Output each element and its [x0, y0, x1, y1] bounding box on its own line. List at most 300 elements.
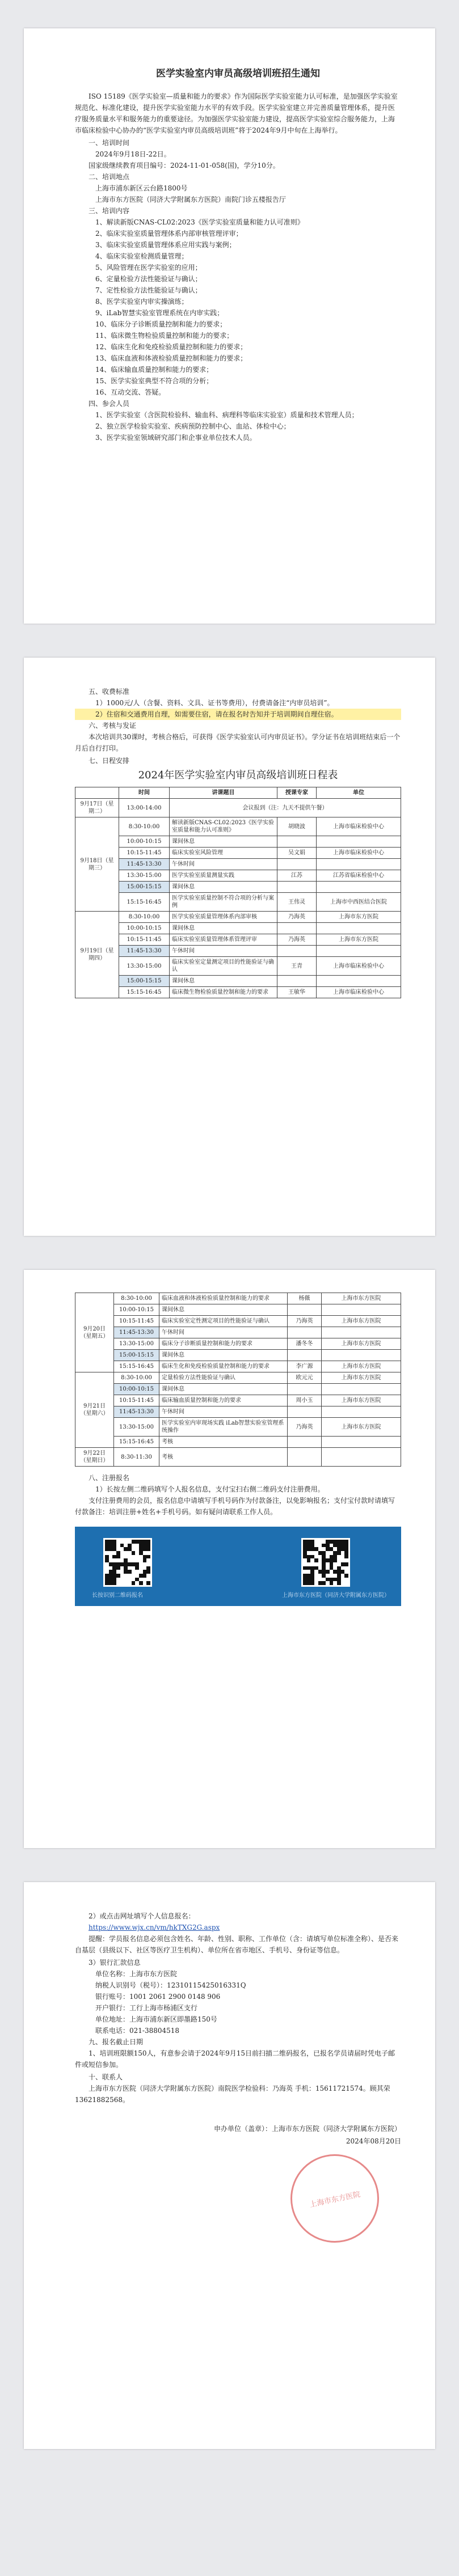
time-cell: 8:30-10:00	[114, 1372, 159, 1384]
qr-module	[337, 1544, 341, 1548]
table-row	[75, 1338, 401, 1350]
qr-module	[303, 1574, 307, 1578]
unit-cell	[322, 1448, 401, 1467]
topic-cell: 会议报到（注：九天不提供午餐）	[170, 799, 401, 817]
qr-module	[132, 1562, 136, 1566]
table-row	[75, 923, 401, 934]
qr-module	[303, 1551, 307, 1555]
time-cell: 15:00-15:15	[114, 1350, 159, 1361]
qr-module	[330, 1555, 334, 1559]
expert-cell	[288, 1304, 322, 1316]
payment-qr-code[interactable]	[301, 1538, 350, 1587]
bank-line: 开户银行：工行上海市杨浦区支行	[95, 2004, 198, 2012]
day-date-cell: 9月19日（星期四）	[75, 912, 119, 998]
qr-module	[116, 1555, 120, 1559]
topic-cell: 午休时间	[159, 1327, 288, 1338]
qr-module	[139, 1547, 143, 1551]
unit-cell	[317, 946, 401, 957]
content-item: 9、iLab智慧实验室管理系统在内审实践；	[95, 309, 224, 317]
qr-module	[310, 1570, 314, 1574]
qr-module	[135, 1540, 139, 1544]
registration-reminder: 提醒：学员报名信息必须包含姓名、年龄、性别、职称、工作单位（含：请填写单位标准全称）、是否来自基层（县级以下、社区等医疗卫生机构）、单位所在省市地区、手机号、身份证等信息。	[75, 1935, 399, 1954]
expert-cell: 吴文娟	[277, 848, 317, 859]
section-3-heading: 三、培训内容	[89, 207, 130, 215]
qr-module	[333, 1578, 337, 1582]
topic-cell: 考核	[159, 1448, 288, 1467]
qr-module	[124, 1570, 128, 1574]
qr-module	[112, 1581, 116, 1585]
header-topic: 讲课题目	[170, 787, 277, 799]
qr-module	[303, 1578, 307, 1582]
table-row	[75, 1437, 401, 1448]
table-row	[75, 1406, 401, 1418]
qr-module	[146, 1555, 150, 1559]
qr-module	[322, 1566, 326, 1570]
document-page-4	[24, 1882, 435, 2449]
unit-cell	[322, 1384, 401, 1395]
qr-module	[143, 1555, 147, 1559]
qr-module	[314, 1547, 318, 1551]
qr-module	[314, 1566, 318, 1570]
qr-module	[337, 1551, 341, 1555]
bank-heading: 3）银行汇款信息	[89, 1959, 141, 1967]
time-cell: 11:45-13:30	[119, 859, 170, 870]
content-item: 4、临床实验室检测质量管理；	[95, 252, 188, 260]
expert-cell: 乃海英	[277, 912, 317, 923]
time-cell: 15:15-16:45	[119, 893, 170, 912]
expert-cell: 乃海英	[288, 1316, 322, 1327]
qr-module	[322, 1544, 326, 1548]
time-cell: 13:30-15:00	[114, 1338, 159, 1350]
topic-cell: 临床微生物检验质量控制和能力的要求	[170, 987, 277, 998]
table-row	[75, 817, 401, 836]
qr-module	[112, 1574, 116, 1578]
qr-module	[116, 1574, 120, 1578]
topic-cell: 临床输血质量控制和能力的要求	[159, 1395, 288, 1406]
qr-module	[109, 1547, 113, 1551]
content-item: 16、互动交流、答疑。	[95, 388, 166, 396]
contact-heading: 十、联系人	[89, 2073, 123, 2081]
expert-cell: 王青	[277, 957, 317, 976]
qr-module	[322, 1551, 326, 1555]
qr-module	[303, 1540, 307, 1544]
unit-cell: 上海市中西医结合医院	[317, 893, 401, 912]
qr-module	[307, 1581, 311, 1585]
qr-module	[105, 1558, 109, 1562]
expert-cell	[277, 859, 317, 870]
table-row	[75, 912, 401, 923]
time-cell: 15:00-15:15	[119, 976, 170, 987]
topic-cell: 午休时间	[170, 946, 277, 957]
content-item: 11、临床微生物检验质量控制和能力的要求；	[95, 332, 234, 340]
qr-module	[135, 1562, 139, 1566]
unit-cell: 上海市东方医院	[322, 1418, 401, 1437]
credit-info: 国家级继续教育项目编号：2024-11-01-058(国)，学分10分。	[89, 162, 280, 170]
time-cell: 11:45-13:30	[119, 946, 170, 957]
document-page-1	[24, 28, 435, 624]
qr-module	[326, 1578, 330, 1582]
expert-cell: 乃海英	[277, 934, 317, 946]
unit-cell: 上海市东方医院	[322, 1361, 401, 1372]
table-row	[75, 799, 401, 817]
table-row	[75, 957, 401, 976]
qr-module	[318, 1570, 322, 1574]
header-date	[75, 787, 119, 799]
qr-module	[139, 1551, 143, 1555]
signature-block	[75, 2122, 401, 2147]
table-row	[75, 836, 401, 848]
qr-module	[143, 1570, 147, 1574]
day-date-cell: 9月22日（星期日）	[75, 1448, 114, 1467]
topic-cell: 课间休息	[170, 836, 277, 848]
qr-module	[330, 1581, 334, 1585]
day-date-cell: 9月17日（星期二）	[75, 799, 119, 817]
expert-cell	[288, 1350, 322, 1361]
expert-cell	[277, 923, 317, 934]
qr-module	[146, 1570, 150, 1574]
qr-module	[143, 1574, 147, 1578]
training-venue: 上海市东方医院（同济大学附属东方医院）南院门诊五楼报告厅	[95, 196, 287, 204]
qr-module	[333, 1558, 337, 1562]
qr-module	[330, 1547, 334, 1551]
qr-module	[314, 1558, 318, 1562]
time-cell: 8:30-10:00	[114, 1293, 159, 1304]
qr-module	[112, 1570, 116, 1574]
qr-module	[333, 1551, 337, 1555]
qr-module	[139, 1581, 143, 1585]
qr-module	[307, 1566, 311, 1570]
qr-module	[105, 1547, 109, 1551]
qr-right-caption: 上海市东方医院（同济大学附属东方医院）	[282, 1592, 390, 1599]
qr-module	[326, 1540, 330, 1544]
qr-module	[333, 1555, 337, 1559]
fee-item: 2）住宿和交通费用自理，如需要住宿，请在报名时告知并于培训期间自理住宿。	[75, 709, 401, 720]
qr-module	[132, 1581, 136, 1585]
qr-module	[132, 1551, 136, 1555]
table-row	[75, 934, 401, 946]
header-expert: 授课专家	[277, 787, 317, 799]
qr-module	[124, 1558, 128, 1562]
table-row	[75, 1327, 401, 1338]
topic-cell: 临床实验室质量管理体系管理评审	[170, 934, 277, 946]
expert-cell: 胡晓波	[277, 817, 317, 836]
time-cell: 13:30-15:00	[114, 1418, 159, 1437]
unit-cell: 上海市临床检验中心	[317, 848, 401, 859]
qr-module	[112, 1547, 116, 1551]
qr-module	[132, 1540, 136, 1544]
qr-module	[330, 1558, 334, 1562]
qr-module	[326, 1547, 330, 1551]
day-date-cell: 9月21日（星期六）	[75, 1372, 114, 1448]
qr-module	[146, 1566, 150, 1570]
time-cell: 10:00-10:15	[119, 836, 170, 848]
topic-cell: 午休时间	[170, 859, 277, 870]
expert-cell: 王敏华	[277, 987, 317, 998]
topic-cell: 医学实验室质量控制不符合项的分析与案例	[170, 893, 277, 912]
table-row	[75, 848, 401, 859]
qr-module	[337, 1566, 341, 1570]
qr-module	[303, 1566, 307, 1570]
topic-cell: 临床分子诊断质量控制和能力的要求	[159, 1338, 288, 1350]
qr-module	[330, 1566, 334, 1570]
unit-cell: 上海市临床检验中心	[317, 957, 401, 976]
bank-line: 纳税人识别号（税号）：12310115425016331Q	[95, 1981, 246, 1989]
qr-module	[105, 1578, 109, 1582]
qr-module	[116, 1566, 120, 1570]
qr-module	[310, 1574, 314, 1578]
section-8-heading: 八、注册报名	[89, 1474, 130, 1482]
qr-module	[310, 1540, 314, 1544]
qr-module	[146, 1544, 150, 1548]
schedule-title: 2024年医学实验室内审员高级培训班日程表	[138, 769, 338, 781]
registration-item: 1）长按左侧二维码填写个人报名信息，支付宝扫右侧二维码支付注册费用。	[95, 1485, 325, 1493]
unit-cell	[322, 1327, 401, 1338]
expert-cell: 周小玉	[288, 1395, 322, 1406]
qr-module	[124, 1562, 128, 1566]
header-unit: 单位	[317, 787, 401, 799]
unit-cell: 上海市临床检验中心	[317, 817, 401, 836]
section-6-heading: 六、考核与发证	[89, 722, 137, 730]
expert-cell	[288, 1384, 322, 1395]
training-time: 2024年9月18日-22日。	[95, 150, 171, 158]
qr-module	[344, 1574, 348, 1578]
time-cell: 10:00-10:15	[114, 1384, 159, 1395]
unit-cell	[317, 836, 401, 848]
table-row	[75, 1372, 401, 1384]
registration-qr-code[interactable]	[103, 1538, 152, 1587]
qr-module	[307, 1578, 311, 1582]
qr-module	[307, 1544, 311, 1548]
qr-module	[310, 1547, 314, 1551]
qr-module	[146, 1547, 150, 1551]
expert-cell	[288, 1327, 322, 1338]
expert-cell	[277, 976, 317, 987]
deadline-heading: 九、报名截止日期	[89, 2038, 144, 2046]
expert-cell	[288, 1437, 322, 1448]
qr-module	[105, 1581, 109, 1585]
topic-cell: 临床实验室定量测定项目的性能验证与确认	[170, 957, 277, 976]
page-4-content	[75, 1910, 401, 2147]
qr-module	[310, 1581, 314, 1585]
expert-cell: 江苏	[277, 870, 317, 882]
unit-cell: 上海市东方医院	[322, 1338, 401, 1350]
page-3-content	[75, 1293, 401, 1615]
qr-module	[326, 1544, 330, 1548]
time-cell: 10:00-10:15	[119, 923, 170, 934]
table-row	[75, 946, 401, 957]
time-cell: 10:15-11:45	[114, 1395, 159, 1406]
qr-module	[143, 1540, 147, 1544]
qr-module	[112, 1578, 116, 1582]
qr-module	[303, 1581, 307, 1585]
topic-cell: 课间休息	[159, 1304, 288, 1316]
topic-cell: 考核	[159, 1437, 288, 1448]
topic-cell: 课间休息	[170, 923, 277, 934]
bank-line: 银行账号：1001 2061 2900 0148 906	[95, 1993, 221, 2001]
expert-cell: 乃海英	[288, 1418, 322, 1437]
deadline-text: 1、培训班限额150人，有意参会请于2024年9月15日前扫描二维码报名，已报名学员请届时凭电子邮件或短信参加。	[75, 2049, 395, 2069]
content-item: 12、临床生化和免疫检验质量控制和能力的要求；	[95, 343, 247, 351]
schedule-table-part-1	[75, 787, 401, 998]
online-registration-label: 2）或点击网址填写个人信息报名：	[89, 1912, 195, 1920]
unit-cell: 上海市东方医院	[317, 934, 401, 946]
qr-module	[303, 1555, 307, 1559]
qr-module	[310, 1566, 314, 1570]
qr-module	[128, 1547, 132, 1551]
unit-cell	[322, 1406, 401, 1418]
table-row	[75, 1304, 401, 1316]
content-item: 13、临床血液和体液检验质量控制和能力的要求；	[95, 354, 247, 362]
table-row	[75, 1384, 401, 1395]
expert-cell: 李广源	[288, 1361, 322, 1372]
table-row	[75, 987, 401, 998]
topic-cell: 医学实验室质量管理体系内部审核	[170, 912, 277, 923]
unit-cell: 上海市临床检验中心	[317, 987, 401, 998]
content-item: 15、医学实验室典型不符合项的分析；	[95, 377, 213, 385]
qr-module	[109, 1574, 113, 1578]
qr-module	[109, 1581, 113, 1585]
qr-module	[337, 1578, 341, 1582]
qr-module	[139, 1540, 143, 1544]
qr-module	[128, 1544, 132, 1548]
time-cell: 10:15-11:45	[114, 1316, 159, 1327]
qr-module	[307, 1547, 311, 1551]
time-cell: 15:15-16:45	[114, 1361, 159, 1372]
qr-module	[112, 1544, 116, 1548]
qr-module	[135, 1578, 139, 1582]
content-item: 3、临床实验室质量管理体系应用实践与案例；	[95, 241, 236, 249]
day-date-cell: 9月20日（星期五）	[75, 1293, 114, 1372]
qr-module	[322, 1555, 326, 1559]
registration-note: 支付注册费用的会员，报名信息中请填写手机号码作为付款备注，以免影响报名；支付宝付款时请填写付款备注：培训注册+姓名+手机号码。如有疑问请联系工作人员。	[75, 1497, 395, 1516]
unit-cell	[322, 1437, 401, 1448]
content-item: 5、风险管理在医学实验室的应用；	[95, 264, 202, 272]
time-cell: 11:45-13:30	[114, 1406, 159, 1418]
training-address: 上海市浦东新区云台路1800号	[95, 184, 188, 192]
qr-module	[344, 1547, 348, 1551]
qr-module	[310, 1544, 314, 1548]
qr-module	[112, 1566, 116, 1570]
qr-module	[337, 1570, 341, 1574]
table-row	[75, 893, 401, 912]
qr-left-caption: 长按识别二维码报名	[92, 1592, 143, 1599]
qr-module	[344, 1562, 348, 1566]
qr-module	[307, 1558, 311, 1562]
qr-module	[112, 1562, 116, 1566]
time-cell: 15:15-16:45	[114, 1437, 159, 1448]
qr-module	[341, 1540, 345, 1544]
qr-module	[112, 1540, 116, 1544]
intro-paragraph: ISO 15189《医学实验室—质量和能力的要求》作为国际医学实验室能力认可标准，是加强医学实验室规范化、标准化建设，提升医学实验室能力水平的有效手段。医学实验室建立并完善质量管理体系，提升医疗服务质量水平和服务能力的重要途径。为加强医学实验室能力建设，提高医学实验室综合服务能力，上海市临床检验中心协办的“医学实验室内审员高级培训班”将于2024年9月中旬在上海举行。	[75, 92, 398, 134]
time-cell: 13:30-15:00	[119, 957, 170, 976]
content-item: 1、解读新版CNAS-CL02:2023《医学实验室质量和能力认可准则》	[95, 218, 304, 226]
seal-text: 上海市东方医院	[309, 2190, 361, 2209]
topic-cell: 医学实验室质量测量实践	[170, 870, 277, 882]
topic-cell: 课间休息	[159, 1384, 288, 1395]
topic-cell: 临床生化和免疫检验质量控制和能力的要求	[159, 1361, 288, 1372]
unit-cell	[322, 1304, 401, 1316]
qr-module	[124, 1566, 128, 1570]
content-item: 7、定性检验方法性能验证与确认；	[95, 286, 202, 294]
qr-module	[337, 1574, 341, 1578]
contact-text: 上海市东方医院（同济大学附属东方医院）南院医学检验科：乃海英 手机：15611721574。顾其荣 13621882568。	[75, 2084, 390, 2104]
expert-cell: 杨薇	[288, 1293, 322, 1304]
qr-code-banner	[75, 1527, 401, 1606]
section-2-heading: 二、培训地点	[89, 173, 130, 181]
qr-module	[105, 1555, 109, 1559]
table-row	[75, 1316, 401, 1327]
qr-module	[139, 1544, 143, 1548]
qr-module	[333, 1544, 337, 1548]
qr-module	[330, 1562, 334, 1566]
qr-module	[116, 1562, 120, 1566]
topic-cell: 课间休息	[170, 882, 277, 893]
issue-date: 2024年08月20日	[346, 2137, 401, 2145]
time-cell: 8:30-11:30	[114, 1448, 159, 1467]
expert-cell: 潘冬冬	[288, 1338, 322, 1350]
table-row	[75, 882, 401, 893]
qr-module	[341, 1570, 345, 1574]
qr-module	[109, 1544, 113, 1548]
registration-link[interactable]: https://www.wjx.cn/vm/hkTXG2G.aspx	[89, 1923, 220, 1931]
qr-module	[105, 1544, 109, 1548]
qr-module	[337, 1581, 341, 1585]
qr-module	[303, 1547, 307, 1551]
qr-module	[333, 1570, 337, 1574]
day-date-cell: 9月18日（星期三）	[75, 817, 119, 912]
qr-module	[341, 1544, 345, 1548]
qr-module	[318, 1581, 322, 1585]
qr-module	[330, 1540, 334, 1544]
time-cell: 13:30-15:00	[119, 870, 170, 882]
content-list	[75, 217, 401, 398]
assessment-text: 本次培训共30课时，考核合格后，可获得《医学实验室认可内审员证书》。学分证书在培训班结束后一个月后自行打印。	[75, 733, 401, 752]
qr-module	[344, 1555, 348, 1559]
table-row	[75, 1418, 401, 1437]
unit-cell	[317, 923, 401, 934]
expert-cell	[288, 1448, 322, 1467]
qr-module	[303, 1544, 307, 1548]
topic-cell: 医学实验室内审现场实践 iLab智慧实验室管理系统操作	[159, 1418, 288, 1437]
content-item: 8、医学实验室内审实操演练；	[95, 298, 188, 306]
time-cell: 10:00-10:15	[114, 1304, 159, 1316]
qr-module	[124, 1547, 128, 1551]
qr-module	[322, 1574, 326, 1578]
qr-module	[344, 1540, 348, 1544]
qr-module	[344, 1551, 348, 1555]
table-row	[75, 1395, 401, 1406]
qr-module	[139, 1574, 143, 1578]
qr-module	[330, 1578, 334, 1582]
qr-module	[341, 1547, 345, 1551]
qr-module	[146, 1540, 150, 1544]
topic-cell: 午休时间	[159, 1406, 288, 1418]
qr-module	[143, 1544, 147, 1548]
table-row	[75, 870, 401, 882]
content-item: 14、临床输血质量控制和能力的要求；	[95, 366, 213, 374]
time-cell: 15:00-15:15	[119, 882, 170, 893]
qr-module	[322, 1562, 326, 1566]
table-row	[75, 976, 401, 987]
attendee-item: 1、医学实验室（含医院检验科、输血科、病理科等临床实验室）质量和技术管理人员；	[95, 411, 359, 419]
unit-cell: 上海市东方医院	[322, 1372, 401, 1384]
table-row	[75, 1361, 401, 1372]
qr-module	[307, 1555, 311, 1559]
qr-module	[318, 1551, 322, 1555]
qr-module	[344, 1544, 348, 1548]
topic-cell: 课间休息	[170, 976, 277, 987]
time-cell: 15:15-16:45	[119, 987, 170, 998]
